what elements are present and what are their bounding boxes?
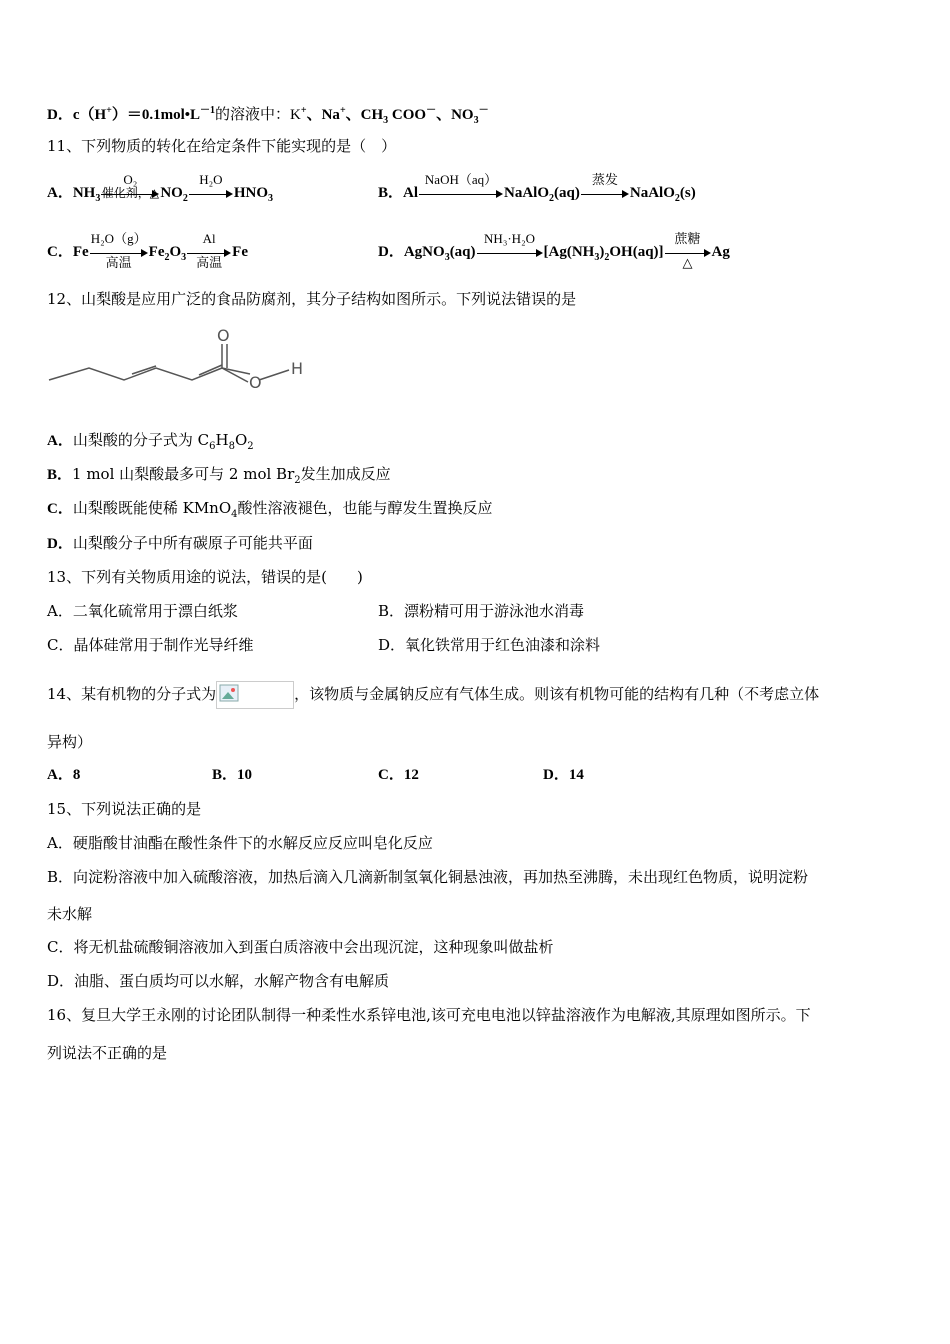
q16-stem-line2: 列说法不正确的是 (47, 1044, 168, 1062)
q14-option-b: B．10 (212, 767, 253, 783)
q11-stem: 11、下列物质的转化在给定条件下能实现的是（ ） (47, 137, 397, 155)
q12-option-b: B．1 mol 山梨酸最多可与 2 mol $Br_2$发生加成反应 (47, 465, 391, 486)
atom-h: H (291, 359, 304, 378)
q15-option-b-line1: B．向淀粉溶液中加入硫酸溶液，加热后滴入几滴新制氢氧化铜悬浊液，再加热至沸腾，未出现红色物质，说明淀粉 (47, 868, 809, 886)
broken-image-icon (216, 681, 294, 709)
q13-option-c: C．晶体硅常用于制作光导纤维 (47, 636, 254, 654)
reaction-arrow: NH₃·H₂O (477, 243, 543, 263)
atom-o-hydroxyl: O (249, 373, 262, 392)
q14-stem-line2: 异构） (47, 733, 93, 751)
q15-option-c: C．将无机盐硫酸铜溶液加入到蛋白质溶液中会出现沉淀，这种现象叫做盐析 (47, 938, 554, 956)
q15-option-b-line2: 未水解 (47, 905, 93, 923)
reaction-arrow: NaOH（aq） (419, 184, 503, 204)
reaction-arrow: Al 高温 (187, 243, 231, 263)
q11-option-d: D．AgNO$_3$(aq) NH₃·H₂O $[Ag(NH_3)_2OH(aq)]$ 蔗糖 △ Ag (378, 230, 730, 270)
q14-option-c: C．12 (378, 767, 419, 783)
q13-option-a: A．二氧化硫常用于漂白纸浆 (47, 602, 238, 620)
q12-option-d: D．山梨酸分子中所有碳原子可能共平面 (47, 534, 313, 552)
reaction-arrow: H₂O (189, 184, 233, 204)
q12-stem: 12、山梨酸是应用广泛的食品防腐剂，其分子结构如图所示。下列说法错误的是 (47, 290, 577, 308)
q11-option-a: A．$NH_3$ O₂ 催化剂，△ $NO_2$ H₂O $HNO_3$ (47, 171, 274, 204)
q15-stem: 15、下列说法正确的是 (47, 800, 202, 818)
q14-option-d: D．14 (543, 767, 584, 783)
q16-stem-line1: 16、复旦大学王永刚的讨论团队制得一种柔性水系锌电池,该可充电电池以锌盐溶液作为电解液,其原理如图所示。下 (47, 1006, 811, 1024)
q12-option-a: A．山梨酸的分子式为 $C_6H_8O_2$ (47, 431, 254, 452)
q10-option-d: D．$c(H^+)=0.1mol•L^{-1}$的溶液中：K+、Na+、$CH_3$ COO－、$NO_3^-$ (47, 105, 489, 126)
q11-option-b: B．Al NaOH（aq） NaAlO$_2$(aq) 蒸发 NaAlO$_2$(s) (378, 171, 696, 204)
reaction-arrow: 蒸发 (581, 184, 629, 204)
q15-option-a: A．硬脂酸甘油酯在酸性条件下的水解反应反应叫皂化反应 (47, 834, 433, 852)
q13-option-b: B．漂粉精可用于游泳池水消毒 (378, 602, 585, 620)
sorbic-acid-structure-diagram (44, 326, 314, 396)
q14-stem-line1: 14、某有机物的分子式为 ，该物质与金属钠反应有气体生成。则该有机物可能的结构有几种（不考虑立体 (47, 681, 819, 709)
q11-option-c: C．Fe H₂O（g） 高温 $Fe_2O_3$ Al 高温 Fe (47, 230, 248, 270)
reaction-arrow: 蔗糖 △ (665, 243, 711, 263)
reaction-arrow: O₂ 催化剂，△ (101, 171, 159, 200)
reaction-arrow: H₂O（g） 高温 (90, 230, 147, 270)
q12-option-c: C．山梨酸既能使稀 KMnO$_4$酸性溶液褪色，也能与醇发生置换反应 (47, 499, 493, 520)
q14-option-a: A．8 (47, 767, 81, 783)
atom-o-carbonyl: O (217, 326, 230, 345)
q13-option-d: D．氧化铁常用于红色油漆和涂料 (378, 636, 601, 654)
q13-stem: 13、下列有关物质用途的说法，错误的是( ) (47, 568, 363, 586)
q15-option-d: D．油脂、蛋白质均可以水解，水解产物含有电解质 (47, 972, 390, 990)
